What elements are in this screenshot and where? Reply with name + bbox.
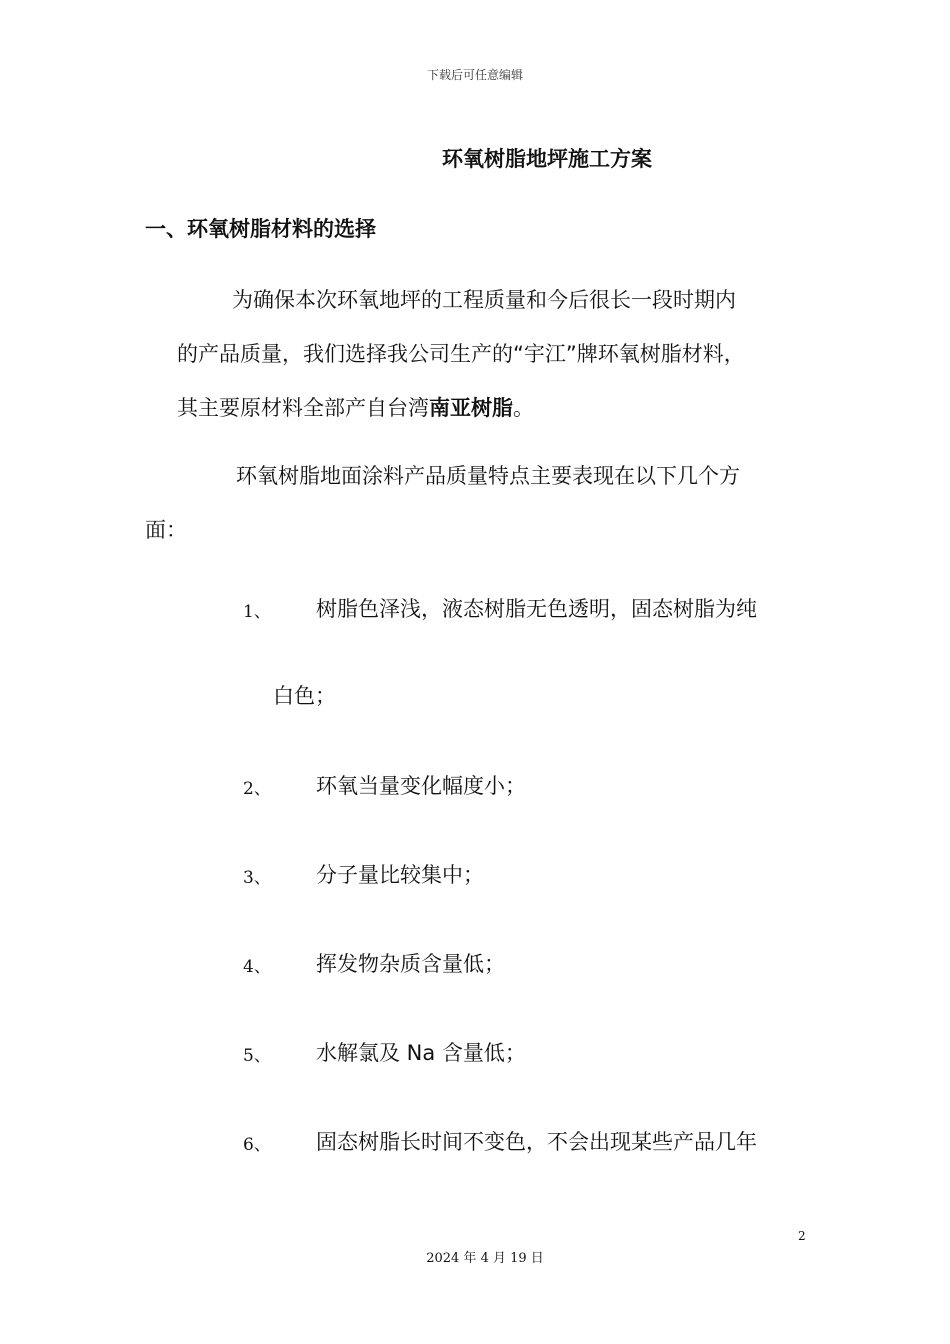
paragraph-line [177,392,534,422]
header-note: 下载后可任意编辑 [426,68,523,82]
list-item-text: 水解氯及 Na 含量低； [316,1041,526,1065]
list-item-number: 6、 [243,1135,271,1155]
paragraph-line: 为确保本次环氧地坪的工程质量和今后很长一段时期内 [232,288,736,312]
emphasis-text: 南亚树脂 [429,396,513,420]
paragraph-line: 面： [145,518,187,542]
page-number: 2 [798,1229,806,1243]
paragraph-line: 环氧树脂地面涂料产品质量特点主要表现在以下几个方 [236,464,740,488]
list-item-number: 1、 [243,602,271,622]
list-item-text: 树脂色泽浅，液态树脂无色透明，固态树脂为纯 [316,597,757,621]
list-item-number: 4、 [243,957,271,977]
section-heading: 一、环氧树脂材料的选择 [145,217,376,241]
list-item-text: 环氧当量变化幅度小； [316,774,526,798]
list-item-number: 3、 [243,868,271,888]
list-item-number: 2、 [243,779,271,799]
list-item-number: 5、 [243,1046,271,1066]
list-item-text: 挥发物杂质含量低； [316,952,505,976]
paragraph-text: 其主要原材料全部产自台湾 [177,396,429,420]
footer-date: 2024 年 4 月 19 日 [426,1251,544,1266]
list-item-text: 固态树脂长时间不变色，不会出现某些产品几年 [316,1130,757,1154]
document-title: 环氧树脂地坪施工方案 [442,147,652,171]
paragraph-line: 的产品质量，我们选择我公司生产的“宇江”牌环氧树脂材料， [177,342,745,366]
paragraph-text: 。 [513,396,534,420]
list-item-text: 分子量比较集中； [316,863,484,887]
list-item-continuation: 白色； [273,684,336,708]
